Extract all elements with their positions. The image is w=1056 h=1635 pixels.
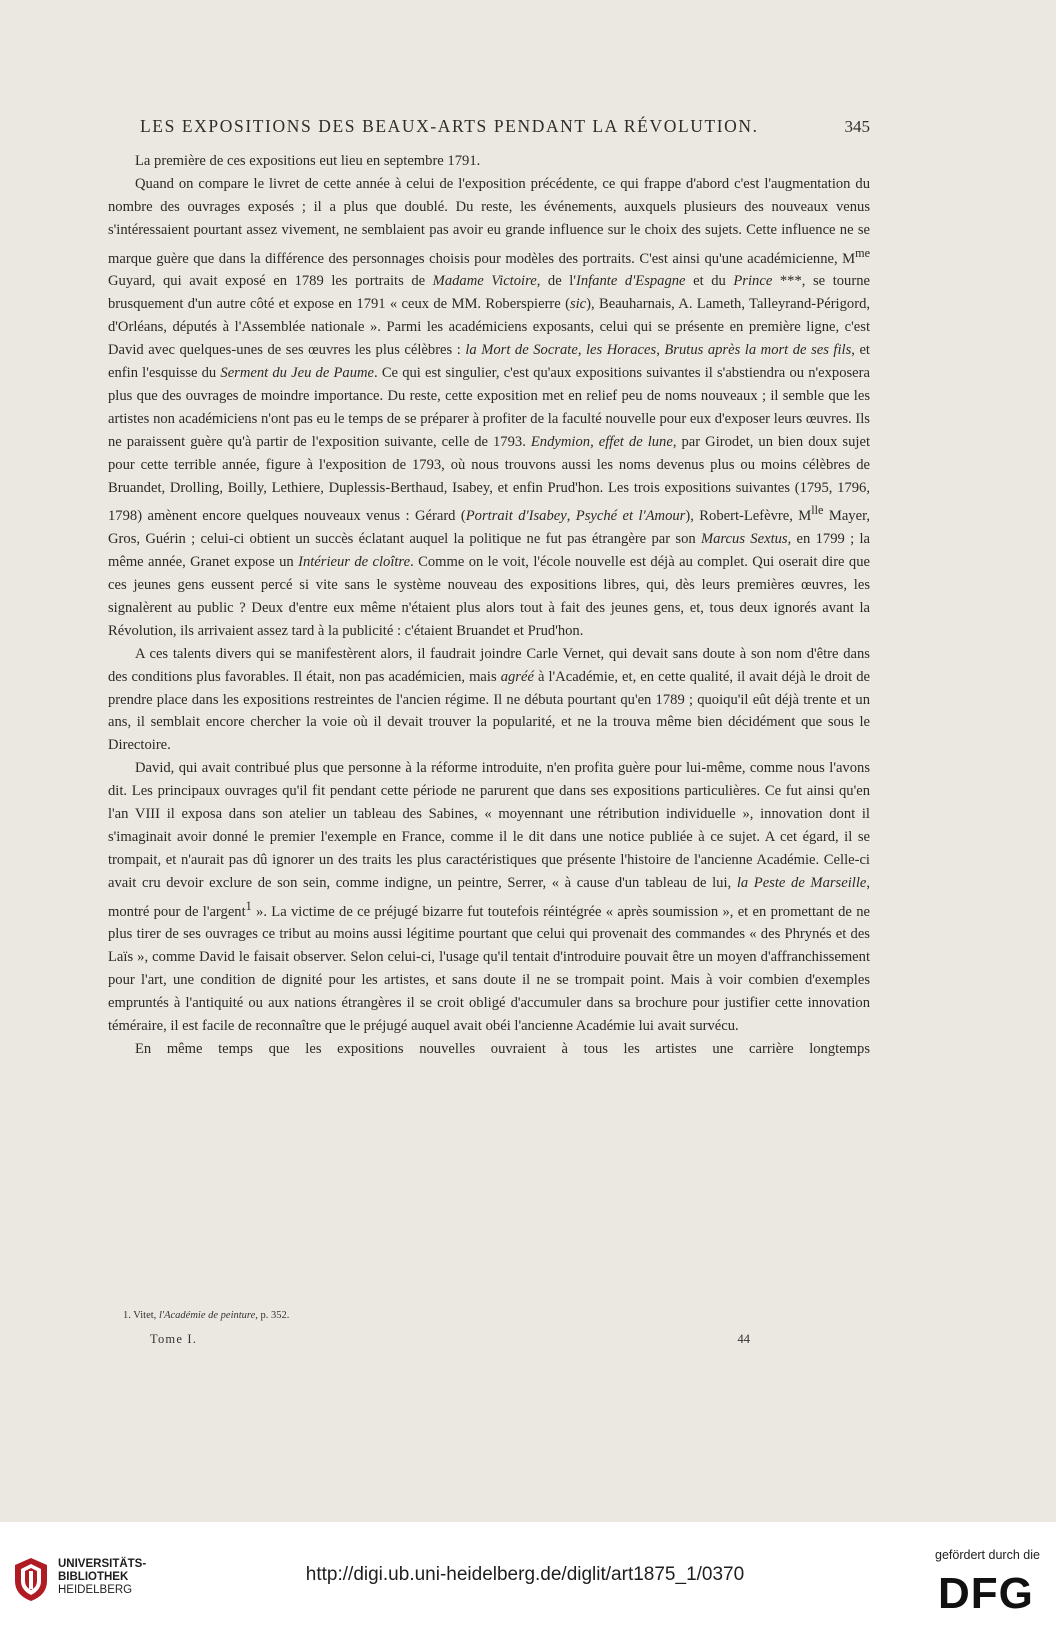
body-text	[108, 150, 870, 1061]
university-seal-icon	[10, 1555, 52, 1603]
volume-line	[150, 1332, 750, 1347]
page-header	[140, 116, 870, 137]
footnote: 1. Vitet, l'Académie de peinture, p. 352.	[123, 1310, 290, 1321]
paragraph: David, qui avait contribué plus que personne à la réforme introduite, n'en profita guère pour lui-même, comme nous l'avons dit. Les principaux ouvrages qu'il fit pendant cette période ne parurent que dans ses expositions particulières. Ce fut ainsi qu'en l'an VIII il exposa dans son atelier un tableau des Sabines, « moyennant une rétribution individuelle », innovation dont il s'imaginait avoir donné le premier l'exemple en France, comme il le dit dans une notice publiée à ce sujet. A cet égard, il se trompait, et n'aurait pas dû ignorer un des traits les plus caractéristiques que présente l'histoire de l'ancienne Académie. Celle-ci avait cru devoir exclure de son sein, comme indigne, un peintre, Serrer, « à cause d'un tableau de lui, la Peste de Marseille, montré pour de l'argent$^1$ ». La victime de ce préjugé bizarre fut toutefois réintégrée « après soumission », et en promettant de ne plus tirer de ses ouvrages ce tribut au moins aussi légitime pourtant que celui qui provenait des commandes « des Phrynés et des Laïs », comme David le faisait observer. Selon celui-ci, l'usage qu'il tentait d'introduire pouvait être un moyen d'affranchissement pour l'art, une condition de dignité pour les artistes, et sans doute il ne se trompait point. Mais à voir combien d'exemples empruntés à l'antiquité ou aux nations étrangères il se croit obligé d'accumuler dans sa brochure pour justifier cette innovation téméraire, il est facile de reconnaître que le préjugé auquel avait obéi l'ancienne Académie lui avait survécu.	[108, 760, 871, 1035]
sponsor-caption: gefördert durch die	[935, 1548, 1040, 1562]
paragraph: Quand on compare le livret de cette année à celui de l'exposition précédente, ce qui frappe d'abord c'est l'augmentation du nombre des ouvrages exposés ; il a plus que doublé. Du reste, les événements, auxquels plusieurs des nouveaux venus s'intéressaient pourtant assez vivement, ne semblaient pas avoir eu grande influence sur le choix des sujets. Cette influence ne se marque guère que dans la différence des personnages choisis pour modèles des portraits. C'est ainsi qu'une académicienne, $M^{me}$ Guyard, qui avait exposé en 1789 les portraits de Madame Victoire, de l'Infante d'Espagne et du Prince ***, se tourne brusquement d'un autre côté et expose en 1791 « ceux de MM. Roberspierre (sic), Beauharnais, A. Lameth, Talleyrand-Périgord, d'Orléans, députés à l'Assemblée nationale ». Parmi les académiciens exposants, celui qui se présente en première ligne, c'est David avec quelques-unes de ses œuvres les plus célèbres : la Mort de Socrate, les Horaces, Brutus après la mort de ses fils, et enfin l'esquisse du Serment du Jeu de Paume. Ce qui est singulier, c'est qu'aux expositions suivantes il s'abstiendra ou n'exposera plus que des ouvrages de moindre importance. Du reste, cette exposition met en relief peu de noms nouveaux ; il semble que les artistes non académiciens n'ont pas eu le temps de se préparer à profiter de la faculté nouvelle pour eux d'exposer leurs œuvres. Ils ne paraissent guère qu'à partir de l'exposition suivante, celle de 1793. Endymion, effet de lune, par Girodet, un bien doux sujet pour cette terrible année, figure à l'exposition de 1793, où nous trouvons aussi les noms devenus plus ou moins célèbres de Bruandet, Drolling, Boilly, Lethiere, Duplessis-Berthaud, Isabey, et enfin Prud'hon. Les trois expositions suivantes (1795, 1796, 1798) amènent encore quelques nouveaux venus : Gérard (Portrait d'Isabey, Psyché et l'Amour), Robert-Lefèvre, $M^{lle}$ Mayer, Gros, Guérin ; celui-ci obtient un succès éclatant auquel la politique ne fut pas étrangère par son Marcus Sextus, en 1799 ; la même année, Granet expose un Intérieur de cloître. Comme on le voit, l'école nouvelle est déjà au complet. Qui oserait dire que ces jeunes gens eussent percé si vite sans le système nouveau des expositions libres, qui, dès leurs premières œuvres, les signalèrent au public ? Deux d'entre eux même n'étaient plus alors tout à fait des jeunes gens, et, tous deux ignorés avant la Révolution, ils arrivaient assez tard à la publicité : c'étaient Bruandet et Prud'hon.	[108, 175, 871, 639]
signature-mark: 44	[737, 1332, 750, 1346]
page-number: 345	[844, 117, 870, 136]
paragraph: La première de ces expositions eut lieu en septembre 1791.	[135, 153, 481, 169]
digitization-footer	[0, 1522, 1056, 1635]
institution-name: UNIVERSITÄTS- BIBLIOTHEK HEIDELBERG	[58, 1558, 147, 1596]
dfg-logo: DFG	[938, 1569, 1034, 1618]
permalink-url[interactable]: http://digi.ub.uni-heidelberg.de/diglit/art1875_1/0370	[305, 1564, 745, 1585]
running-title: LES EXPOSITIONS DES BEAUX-ARTS PENDANT LA RÉVOLUTION.	[140, 116, 759, 136]
volume-label: Tome I.	[150, 1332, 198, 1346]
paragraph: En même temps que les expositions nouvelles ouvraient à tous les artistes une carrière longtemps	[135, 1041, 870, 1058]
paragraph: A ces talents divers qui se manifestèrent alors, il faudrait joindre Carle Vernet, qui devait sans doute à son nom d'être dans des conditions plus favorables. Il était, non pas académicien, mais agréé à l'Académie, et, en cette qualité, il avait déjà le droit de prendre place dans les expositions restreintes de l'ancien régime. Il ne débuta pourtant qu'en 1789 ; quoiqu'il eût déjà trente et un ans, il semblait encore chercher la voie où il devait trouver la popularité, et ne la trouva même bien décidément que sous le Directoire.	[108, 645, 870, 754]
